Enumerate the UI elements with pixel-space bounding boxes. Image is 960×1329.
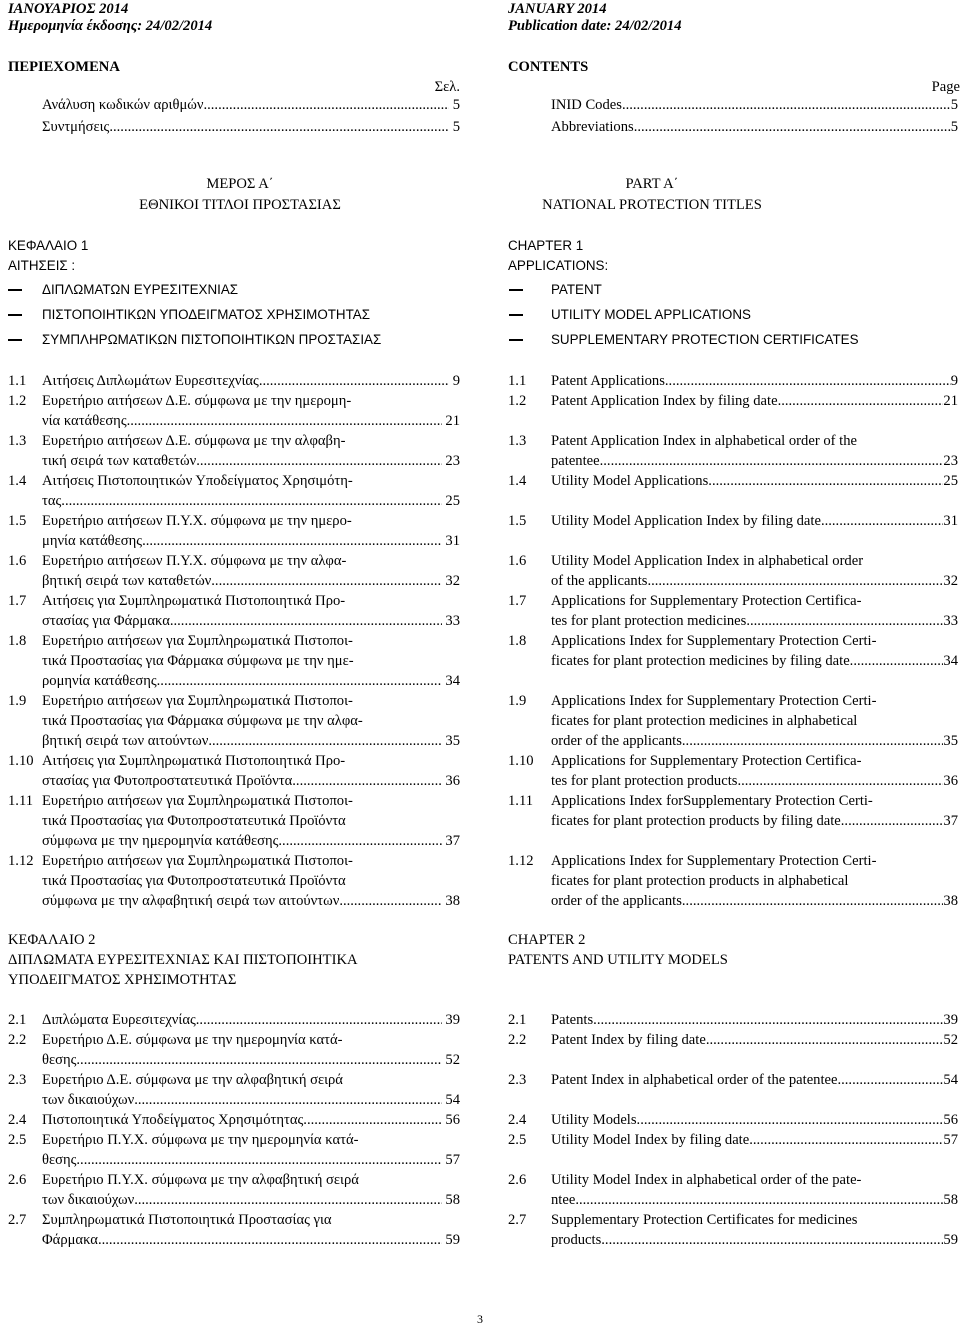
contents-entry-inid-gr xyxy=(42,96,460,114)
chapter2-label-en: CHAPTER 2 xyxy=(508,932,586,948)
toc-entry-text: νία κατάθεσης xyxy=(42,413,127,429)
toc-entry-page: 57 xyxy=(943,1132,958,1148)
toc-entry-page: 39 xyxy=(943,1012,958,1028)
toc-entry-page: 36 xyxy=(943,773,958,789)
toc-entry-text: μηνία κατάθεσης xyxy=(42,533,143,549)
toc-entry-text: order of the applicants xyxy=(551,893,682,909)
toc-entry-line xyxy=(551,572,958,590)
toc-entry-line xyxy=(42,832,460,850)
dot-leader xyxy=(601,1231,943,1249)
dot-leader xyxy=(339,892,441,910)
toc-entry-text: Utility Model Index in alphabetical order of the pate- xyxy=(551,1172,862,1188)
toc-entry-page: 33 xyxy=(943,613,958,629)
dot-leader xyxy=(127,412,442,430)
toc-entry-line xyxy=(42,772,460,790)
dot-leader xyxy=(821,512,943,530)
page-number: 5 xyxy=(950,97,958,113)
toc-entry-page: 56 xyxy=(441,1112,460,1128)
toc-entry-number: 1.8 xyxy=(8,633,27,649)
toc-entry-text: Utility Models xyxy=(551,1112,637,1128)
dot-leader xyxy=(142,532,442,550)
dot-leader xyxy=(778,392,944,410)
toc-entry-page: 59 xyxy=(441,1232,460,1248)
toc-entry-page: 21 xyxy=(441,413,460,429)
dot-leader xyxy=(203,96,449,114)
dot-leader xyxy=(682,892,944,910)
dot-leader xyxy=(600,452,944,470)
toc-entry-line xyxy=(551,472,958,490)
toc-entry-text: ficates for plant protection medicines by filing date xyxy=(551,653,850,669)
toc-entry-text: Ευρετήριο Π.Υ.Χ. σύμφωνα με την ημερομηνία κατά- xyxy=(42,1132,359,1148)
toc-entry-text: Αιτήσεις Διπλωμάτων Ευρεσιτεχνίας xyxy=(42,373,259,389)
toc-entry-text: τικά Προστασίας για Φάρμακα σύμφωνα με την αλφα- xyxy=(42,713,363,729)
toc-entry-page: 52 xyxy=(441,1052,460,1068)
toc-entry-number: 2.2 xyxy=(8,1032,27,1048)
toc-entry-text: θεσης xyxy=(42,1052,77,1068)
toc-entry-line xyxy=(551,1111,958,1129)
dot-leader xyxy=(593,1011,943,1029)
toc-entry-number: 1.4 xyxy=(508,473,527,489)
dot-leader xyxy=(211,572,441,590)
chapter2-title-gr: ΔΙΠΛΩΜΑΤΑ ΕΥΡΕΣΙΤΕΧΝΙΑΣ ΚΑΙ ΠΙΣΤΟΠΟΙΗΤΙΚΑ xyxy=(8,952,358,968)
toc-entry-page: 9 xyxy=(449,373,460,389)
toc-entry-text: Ευρετήριο αιτήσεων Δ.Ε. σύμφωνα με την ημερομη- xyxy=(42,393,352,409)
dot-leader xyxy=(278,832,441,850)
dot-leader xyxy=(61,492,441,510)
toc-entry-page: 54 xyxy=(441,1092,460,1108)
entry-text: Ανάλυση κωδικών αριθμών xyxy=(42,97,204,113)
toc-entry-text: ficates for plant protection products by filing date. xyxy=(551,813,845,829)
dot-leader xyxy=(208,732,441,750)
dot-leader xyxy=(76,1151,441,1169)
toc-entry-text: Utility Model Index by filing date xyxy=(551,1132,750,1148)
contents-entry-abbr-en xyxy=(551,118,958,136)
toc-entry-number: 1.10 xyxy=(8,753,34,769)
entry-text: Συντμήσεις xyxy=(42,119,110,135)
chapter1-item-en: SUPPLEMENTARY PROTECTION CERTIFICATES xyxy=(551,332,859,347)
toc-entry-number: 2.4 xyxy=(508,1112,527,1128)
toc-entry-text: Συμπληρωματικά Πιστοποιητικά Προστασίας για xyxy=(42,1212,332,1228)
dot-leader xyxy=(134,1191,442,1209)
toc-entry-page: 35 xyxy=(441,733,460,749)
chapter1-item-en: PATENT xyxy=(551,282,602,297)
toc-entry-line xyxy=(551,612,958,630)
page-number: 5 xyxy=(452,119,460,135)
toc-entry-text: Ευρετήριο αιτήσεων για Συμπληρωματικά Πιστοποι- xyxy=(42,693,353,709)
contents-page-label-en: Page xyxy=(931,79,960,95)
toc-entry-text: τικά Προστασίας για Φυτοπροστατευτικά Προϊόντα xyxy=(42,813,346,829)
toc-entry-number: 1.12 xyxy=(508,853,534,869)
toc-entry-page: 21 xyxy=(943,393,958,409)
toc-entry-number: 1.9 xyxy=(8,693,27,709)
toc-entry-text: στασίας για Φάρμακα xyxy=(42,613,170,629)
toc-entry-number: 1.6 xyxy=(8,553,27,569)
dot-leader xyxy=(844,812,943,830)
dot-leader xyxy=(634,118,951,136)
dot-leader xyxy=(303,1111,441,1129)
toc-entry-line xyxy=(551,512,958,530)
toc-entry-page: 9 xyxy=(950,373,958,389)
toc-entry-page: 23 xyxy=(943,453,958,469)
page-number-footer: 3 xyxy=(477,1312,483,1326)
part-title-en: PART A΄ xyxy=(625,176,679,192)
toc-entry-text: Applications Index for Supplementary Protection Certi- xyxy=(551,633,877,649)
toc-entry-number: 1.7 xyxy=(508,593,527,609)
toc-entry-number: 1.11 xyxy=(8,793,33,809)
toc-entry-line xyxy=(42,612,460,630)
toc-entry-page: 31 xyxy=(441,533,460,549)
toc-entry-line xyxy=(551,1031,958,1049)
bullet-dash xyxy=(8,339,22,341)
toc-entry-line xyxy=(551,812,958,830)
toc-entry-page: 58 xyxy=(943,1192,958,1208)
toc-entry-text: tes for plant protection products xyxy=(551,773,738,789)
dot-leader xyxy=(157,672,442,690)
toc-entry-line xyxy=(42,532,460,550)
toc-entry-line xyxy=(42,1151,460,1169)
dot-leader xyxy=(259,372,449,390)
toc-entry-page: 57 xyxy=(441,1152,460,1168)
toc-entry-line xyxy=(42,492,460,510)
toc-entry-number: 1.10 xyxy=(508,753,534,769)
bullet-dash xyxy=(8,289,22,291)
toc-entry-text: Αιτήσεις για Συμπληρωματικά Πιστοποιητικά Προ- xyxy=(42,593,346,609)
toc-entry-text: Applications Index for Supplementary Protection Certi- xyxy=(551,693,877,709)
chapter1-item-gr: ΠΙΣΤΟΠΟΙΗΤΙΚΩΝ ΥΠΟΔΕΙΓΜΑΤΟΣ ΧΡΗΣΙΜΟΤΗΤΑΣ xyxy=(42,307,370,322)
toc-entry-number: 1.5 xyxy=(8,513,27,529)
toc-entry-text: Ευρετήριο Δ.Ε. σύμφωνα με την αλφαβητική σειρά xyxy=(42,1072,343,1088)
toc-entry-text: Patent Index in alphabetical order of the patentee xyxy=(551,1072,838,1088)
toc-entry-number: 1.5 xyxy=(508,513,527,529)
toc-entry-text: Ευρετήριο αιτήσεων Δ.Ε. σύμφωνα με την αλφαβη- xyxy=(42,433,346,449)
toc-entry-text: Αιτήσεις για Συμπληρωματικά Πιστοποιητικά Προ- xyxy=(42,753,346,769)
toc-entry-number: 2.6 xyxy=(508,1172,527,1188)
toc-entry-line xyxy=(551,392,958,410)
toc-entry-page: 23 xyxy=(441,453,460,469)
toc-entry-text: Ευρετήριο αιτήσεων για Συμπληρωματικά Πιστοποι- xyxy=(42,853,353,869)
toc-entry-text: ρομηνία κατάθεσης xyxy=(42,673,157,689)
toc-entry-text: τικά Προστασίας για Φυτοπροστατευτικά Προϊόντα xyxy=(42,873,346,889)
toc-entry-number: 1.1 xyxy=(8,373,27,389)
toc-entry-line xyxy=(42,1011,460,1029)
toc-entry-page: 32 xyxy=(943,573,958,589)
toc-entry-line xyxy=(551,1131,958,1149)
toc-entry-line xyxy=(551,452,958,470)
dot-leader xyxy=(708,472,943,490)
chapter1-sub-gr: ΑΙΤΗΣΕΙΣ : xyxy=(8,258,76,273)
toc-entry-text: Utility Model Application Index by filing date xyxy=(551,513,821,529)
toc-entry-number: 1.2 xyxy=(8,393,27,409)
part-title-gr: ΜΕΡΟΣ Α΄ xyxy=(206,176,274,192)
toc-entry-line xyxy=(42,1231,460,1249)
dot-leader xyxy=(170,612,442,630)
contents-entry-inid-en xyxy=(551,96,958,114)
toc-entry-text: Patent Applications xyxy=(551,373,665,389)
part-subtitle-gr: ΕΘΝΙΚΟΙ ΤΙΤΛΟΙ ΠΡΟΣΤΑΣΙΑΣ xyxy=(139,197,341,213)
toc-entry-number: 1.6 xyxy=(508,553,527,569)
toc-entry-line xyxy=(42,412,460,430)
toc-entry-page: 38 xyxy=(943,893,958,909)
dot-leader xyxy=(98,1231,442,1249)
dot-leader xyxy=(749,1131,943,1149)
toc-entry-page: 58 xyxy=(441,1192,460,1208)
toc-entry-text: of the applicants xyxy=(551,573,648,589)
toc-entry-text: Patent Index by filing date xyxy=(551,1032,706,1048)
header-month-en: JANUARY 2014 xyxy=(508,1,607,17)
toc-entry-line xyxy=(42,892,460,910)
toc-entry-page: 32 xyxy=(441,573,460,589)
toc-entry-text: Φάρμακα xyxy=(42,1232,98,1248)
toc-entry-text: Supplementary Protection Certificates for medicines xyxy=(551,1212,858,1228)
chapter2-label-gr: ΚΕΦΑΛΑΙΟ 2 xyxy=(8,932,96,948)
dot-leader xyxy=(575,1191,943,1209)
toc-entry-line xyxy=(551,732,958,750)
toc-entry-text: στασίας για Φυτοπροστατευτικά Προϊόντα xyxy=(42,773,293,789)
toc-entry-number: 1.4 xyxy=(8,473,27,489)
toc-entry-text: Ευρετήριο αιτήσεων Π.Υ.Χ. σύμφωνα με την ημερο- xyxy=(42,513,352,529)
toc-entry-line xyxy=(551,1011,958,1029)
contents-page-label-gr: Σελ. xyxy=(434,79,460,95)
toc-entry-number: 1.1 xyxy=(508,373,527,389)
toc-entry-number: 2.4 xyxy=(8,1112,27,1128)
toc-entry-page: 37 xyxy=(441,833,460,849)
toc-entry-text: Patents xyxy=(551,1012,594,1028)
toc-entry-text: Patent Application Index in alphabetical order of the xyxy=(551,433,857,449)
header-pubdate-gr: Ημερομηνία έκδοσης: 24/02/2014 xyxy=(8,18,213,34)
toc-entry-page: 56 xyxy=(943,1112,958,1128)
toc-entry-line xyxy=(42,1091,460,1109)
toc-entry-number: 2.7 xyxy=(508,1212,527,1228)
bullet-dash xyxy=(509,314,523,316)
entry-text: INID Codes xyxy=(551,97,622,113)
toc-entry-text: Applications for Supplementary Protection Certifica- xyxy=(551,753,862,769)
toc-entry-number: 2.7 xyxy=(8,1212,27,1228)
toc-entry-text: Ευρετήριο αιτήσεων Π.Υ.Χ. σύμφωνα με την αλφα- xyxy=(42,553,347,569)
toc-entry-line xyxy=(42,372,460,390)
toc-entry-line xyxy=(42,1191,460,1209)
toc-entry-text: ntee xyxy=(551,1192,576,1208)
toc-entry-page: 33 xyxy=(441,613,460,629)
dot-leader xyxy=(196,1011,442,1029)
toc-entry-line xyxy=(42,1051,460,1069)
toc-entry-text: των δικαιούχων xyxy=(42,1092,135,1108)
toc-entry-text: Ευρετήριο Δ.Ε. σύμφωνα με την ημερομηνία κατά- xyxy=(42,1032,343,1048)
toc-entry-number: 1.9 xyxy=(508,693,527,709)
toc-entry-number: 1.11 xyxy=(508,793,533,809)
toc-entry-page: 54 xyxy=(943,1072,958,1088)
bullet-dash xyxy=(509,289,523,291)
toc-entry-text: τικά Προστασίας για Φάρμακα σύμφωνα με την ημε- xyxy=(42,653,354,669)
dot-leader xyxy=(637,1111,944,1129)
dot-leader xyxy=(76,1051,441,1069)
toc-entry-line xyxy=(551,652,958,670)
contents-entry-abbr-gr xyxy=(42,118,460,136)
toc-entry-text: Applications for Supplementary Protection Certifica- xyxy=(551,593,862,609)
toc-entry-page: 52 xyxy=(943,1032,958,1048)
toc-entry-text: Ευρετήριο Π.Υ.Χ. σύμφωνα με την αλφαβητική σειρά xyxy=(42,1172,359,1188)
toc-entry-number: 2.3 xyxy=(8,1072,27,1088)
toc-entry-line xyxy=(551,1071,958,1089)
dot-leader xyxy=(850,652,944,670)
toc-entry-text: βητική σειρά των καταθετών xyxy=(42,573,212,589)
bullet-dash xyxy=(509,339,523,341)
toc-entry-page: 34 xyxy=(943,653,958,669)
toc-entry-text: Patent Application Index by filing date xyxy=(551,393,778,409)
toc-entry-line xyxy=(42,1111,460,1129)
chapter2-title-en: PATENTS AND UTILITY MODELS xyxy=(508,952,728,968)
toc-entry-text: patentee xyxy=(551,453,600,469)
dot-leader xyxy=(647,572,943,590)
toc-entry-number: 2.1 xyxy=(508,1012,527,1028)
entry-text: Abbreviations xyxy=(551,119,634,135)
toc-entry-text: Applications Index forSupplementary Protection Certi- xyxy=(551,793,873,809)
chapter1-item-gr: ΔΙΠΛΩΜΑΤΩΝ ΕΥΡΕΣΙΤΕΧΝΙΑΣ xyxy=(42,282,239,297)
toc-entry-text: θεσης xyxy=(42,1152,77,1168)
toc-entry-text: βητική σειρά των αιτούντων xyxy=(42,733,209,749)
toc-entry-text: products xyxy=(551,1232,602,1248)
toc-entry-number: 2.3 xyxy=(508,1072,527,1088)
toc-entry-page: 25 xyxy=(441,493,460,509)
toc-entry-number: 1.2 xyxy=(508,393,527,409)
toc-entry-text: ficates for plant protection medicines in alphabetical xyxy=(551,713,858,729)
toc-entry-text: Αιτήσεις Πιστοποιητικών Υποδείγματος Χρησιμότη- xyxy=(42,473,353,489)
toc-entry-text: order of the applicants xyxy=(551,733,682,749)
toc-entry-text: σύμφωνα με την ημερομηνία κατάθεσης xyxy=(42,833,279,849)
dot-leader xyxy=(682,732,944,750)
contents-title-en: CONTENTS xyxy=(508,59,589,75)
bullet-dash xyxy=(8,314,22,316)
toc-entry-text: Πιστοποιητικά Υποδείγματος Χρησιμότητας xyxy=(42,1112,304,1128)
dot-leader xyxy=(737,772,943,790)
toc-entry-page: 36 xyxy=(441,773,460,789)
toc-entry-text: tes for plant protection medicines xyxy=(551,613,747,629)
toc-entry-number: 2.5 xyxy=(508,1132,527,1148)
toc-entry-number: 2.5 xyxy=(8,1132,27,1148)
toc-entry-page: 31 xyxy=(943,513,958,529)
toc-entry-page: 34 xyxy=(441,673,460,689)
toc-entry-text: Utility Model Applications xyxy=(551,473,709,489)
toc-entry-line xyxy=(551,372,958,390)
toc-entry-line xyxy=(42,572,460,590)
chapter2-title-gr-cont: ΥΠΟΔΕΙΓΜΑΤΟΣ ΧΡΗΣΙΜΟΤΗΤΑΣ xyxy=(8,972,237,988)
toc-entry-text: Utility Model Application Index in alphabetical order xyxy=(551,553,864,569)
toc-entry-page: 25 xyxy=(943,473,958,489)
dot-leader xyxy=(665,372,951,390)
toc-entry-line xyxy=(551,1231,958,1249)
part-subtitle-en: NATIONAL PROTECTION TITLES xyxy=(542,197,762,213)
toc-entry-page: 59 xyxy=(943,1232,958,1248)
toc-entry-number: 1.3 xyxy=(508,433,527,449)
dot-leader xyxy=(746,612,943,630)
toc-entry-page: 38 xyxy=(441,893,460,909)
dot-leader xyxy=(109,118,449,136)
chapter1-item-en: UTILITY MODEL APPLICATIONS xyxy=(551,307,751,322)
toc-entry-line xyxy=(42,732,460,750)
chapter1-label-en: CHAPTER 1 xyxy=(508,238,584,253)
toc-entry-number: 1.3 xyxy=(8,433,27,449)
dot-leader xyxy=(622,96,951,114)
toc-entry-line xyxy=(551,1191,958,1209)
page-number: 5 xyxy=(950,119,958,135)
toc-entry-number: 1.8 xyxy=(508,633,527,649)
toc-entry-text: σύμφωνα με την αλφαβητική σειρά των αιτούντων xyxy=(42,893,340,909)
chapter1-label-gr: ΚΕΦΑΛΑΙΟ 1 xyxy=(8,238,89,253)
toc-entry-text: Applications Index for Supplementary Protection Certi- xyxy=(551,853,877,869)
toc-entry-line xyxy=(551,892,958,910)
dot-leader xyxy=(134,1091,442,1109)
toc-entry-number: 1.7 xyxy=(8,593,27,609)
chapter1-item-gr: ΣΥΜΠΛΗΡΩΜΑΤΙΚΩΝ ΠΙΣΤΟΠΟΙΗΤΙΚΩΝ ΠΡΟΣΤΑΣΙΑΣ xyxy=(42,332,382,347)
toc-entry-number: 2.6 xyxy=(8,1172,27,1188)
toc-entry-text: ficates for plant protection products in alphabetical xyxy=(551,873,849,889)
toc-entry-line xyxy=(42,452,460,470)
toc-entry-text: Ευρετήριο αιτήσεων για Συμπληρωματικά Πιστοποι- xyxy=(42,633,353,649)
toc-entry-number: 2.1 xyxy=(8,1012,27,1028)
contents-title-gr: ΠΕΡΙΕΧΟΜΕΝΑ xyxy=(8,59,120,75)
toc-entry-text: τική σειρά των καταθετών xyxy=(42,453,197,469)
toc-entry-number: 2.2 xyxy=(508,1032,527,1048)
toc-entry-line xyxy=(42,672,460,690)
toc-entry-page: 35 xyxy=(943,733,958,749)
dot-leader xyxy=(292,772,441,790)
dot-leader xyxy=(837,1071,943,1089)
toc-entry-page: 37 xyxy=(943,813,958,829)
toc-entry-line xyxy=(551,772,958,790)
toc-entry-text: Διπλώματα Ευρεσιτεχνίας xyxy=(42,1012,196,1028)
toc-entry-text: Ευρετήριο αιτήσεων για Συμπληρωματικά Πιστοποι- xyxy=(42,793,353,809)
header-pubdate-en: Publication date: 24/02/2014 xyxy=(508,18,682,34)
chapter1-sub-en: APPLICATIONS: xyxy=(508,258,609,273)
toc-entry-number: 1.12 xyxy=(8,853,34,869)
header-month-gr: ΙΑΝΟΥΑΡΙΟΣ 2014 xyxy=(8,1,129,17)
toc-entry-page: 39 xyxy=(441,1012,460,1028)
dot-leader xyxy=(196,452,442,470)
toc-entry-text: τας xyxy=(42,493,62,509)
page-number: 5 xyxy=(452,97,460,113)
dot-leader xyxy=(706,1031,944,1049)
toc-entry-text: των δικαιούχων xyxy=(42,1192,135,1208)
